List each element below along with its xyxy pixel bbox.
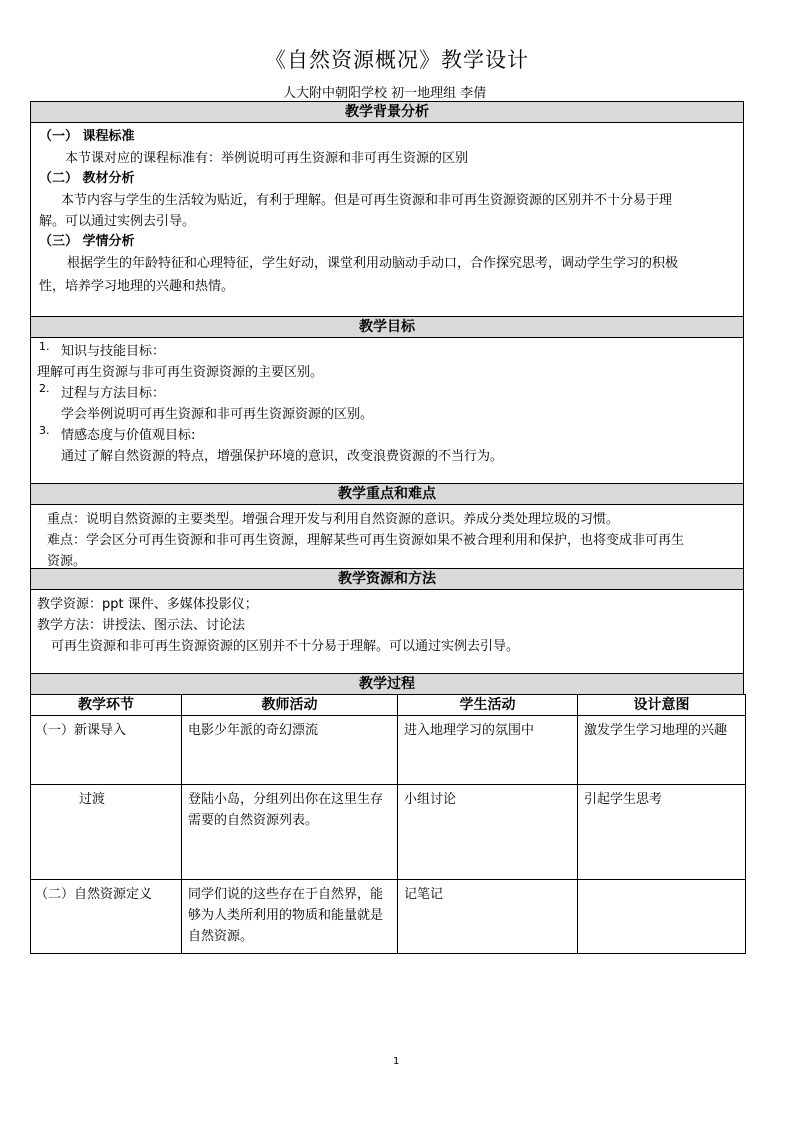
goal-1-title: 知识与技能目标： [61,344,166,359]
textbook-analysis-text-1: 本节内容与学生的生活较为贴近，有利于理解。但是可再生资源和非可再生资源资源的区别并不十分易于理 [61,193,673,208]
row-teacher: 登陆小岛，分组列出你在这里生存需要的自然资源列表。 [188,792,384,828]
keypoints-heading: 教学重点和难点 [31,484,743,505]
row-teacher: 电影少年派的奇幻漂流 [188,723,319,738]
table-row [31,716,746,785]
resources-heading: 教学资源和方法 [31,569,743,590]
row-intent: 引起学生思考 [584,792,663,807]
row-teacher: 同学们说的这些存在于自然界，能够为人类所利用的物质和能量就是自然资源。 [188,887,384,944]
row-student: 记笔记 [404,887,444,902]
student-analysis-text-1: 根据学生的年龄特征和心理特征，学生好动，课堂利用动脑动手动口，合作探究思考，调动学生学习的积极 [67,256,679,271]
curriculum-standard-title: （一） 课程标准 [39,129,135,144]
methods-text: 教学方法：讲授法、图示法、讨论法 [37,618,246,633]
keypoints-section [30,483,744,569]
textbook-analysis-text-2: 解。可以通过实例去引导。 [39,214,196,229]
key-point-text: 重点：说明自然资源的主要类型。增强合理开发与利用自然资源的意识。养成分类处理垃圾的习惯。 [47,512,620,527]
goal-3-title: 情感态度与价值观目标: [61,428,196,443]
goal-1-text: 理解可再生资源与非可再生资源资源的主要区别。 [37,365,324,380]
process-section [30,673,744,695]
methods-note: 可再生资源和非可再生资源资源的区别并不十分易于理解。可以通过实例去引导。 [51,639,520,654]
column-header-intent: 设计意图 [578,695,746,716]
process-table [30,694,746,954]
curriculum-standard-text: 本节课对应的课程标准有：举例说明可再生资源和非可再生资源的区别 [65,151,469,166]
difficulty-text-2: 资源。 [47,554,87,569]
column-header-stage: 教学环节 [31,695,182,716]
row-student: 小组讨论 [404,792,457,807]
row-stage: 过渡 [79,792,106,807]
table-row [31,880,746,954]
process-heading: 教学过程 [31,674,743,694]
goal-1-number: 1. [39,340,50,353]
page-number: 1 [393,1056,400,1067]
row-student: 进入地理学习的氛围中 [404,723,535,738]
row-intent [578,880,745,888]
document-subtitle: 人大附中朝阳学校 初一地理组 李倩 [283,86,487,101]
difficulty-text-1: 难点：学会区分可再生资源和非可再生资源，理解某些可再生资源如果不被合理利用和保护，也将变成非可再生 [47,533,685,548]
student-analysis-title: （三） 学情分析 [39,234,135,249]
row-intent: 激发学生学习地理的兴趣 [584,723,728,738]
goal-3-text: 通过了解自然资源的特点，增强保护环境的意识，改变浪费资源的不当行为。 [61,449,504,464]
goal-2-text: 学会举例说明可再生资源和非可再生资源资源的区别。 [61,407,374,422]
row-stage: （一）新课导入 [35,723,127,738]
row-stage: （二）自然资源定义 [35,887,153,902]
textbook-analysis-title: （二） 教材分析 [39,171,135,186]
table-row [31,785,746,880]
column-header-teacher: 教师活动 [182,695,398,716]
goal-2-title: 过程与方法目标： [61,386,166,401]
background-section [30,101,744,317]
goals-section [30,316,744,484]
resources-text: 教学资源：ppt 课件、多媒体投影仪； [37,597,258,612]
column-header-student: 学生活动 [398,695,578,716]
document-title: 《自然资源概况》教学设计 [265,48,529,72]
goal-3-number: 3. [39,424,50,437]
table-header-row [31,695,746,716]
goals-heading: 教学目标 [31,317,743,338]
student-analysis-text-2: 性，培养学习地理的兴趣和热情。 [39,279,235,294]
goal-2-number: 2. [39,382,50,395]
background-heading: 教学背景分析 [31,102,743,123]
resources-section [30,568,744,674]
